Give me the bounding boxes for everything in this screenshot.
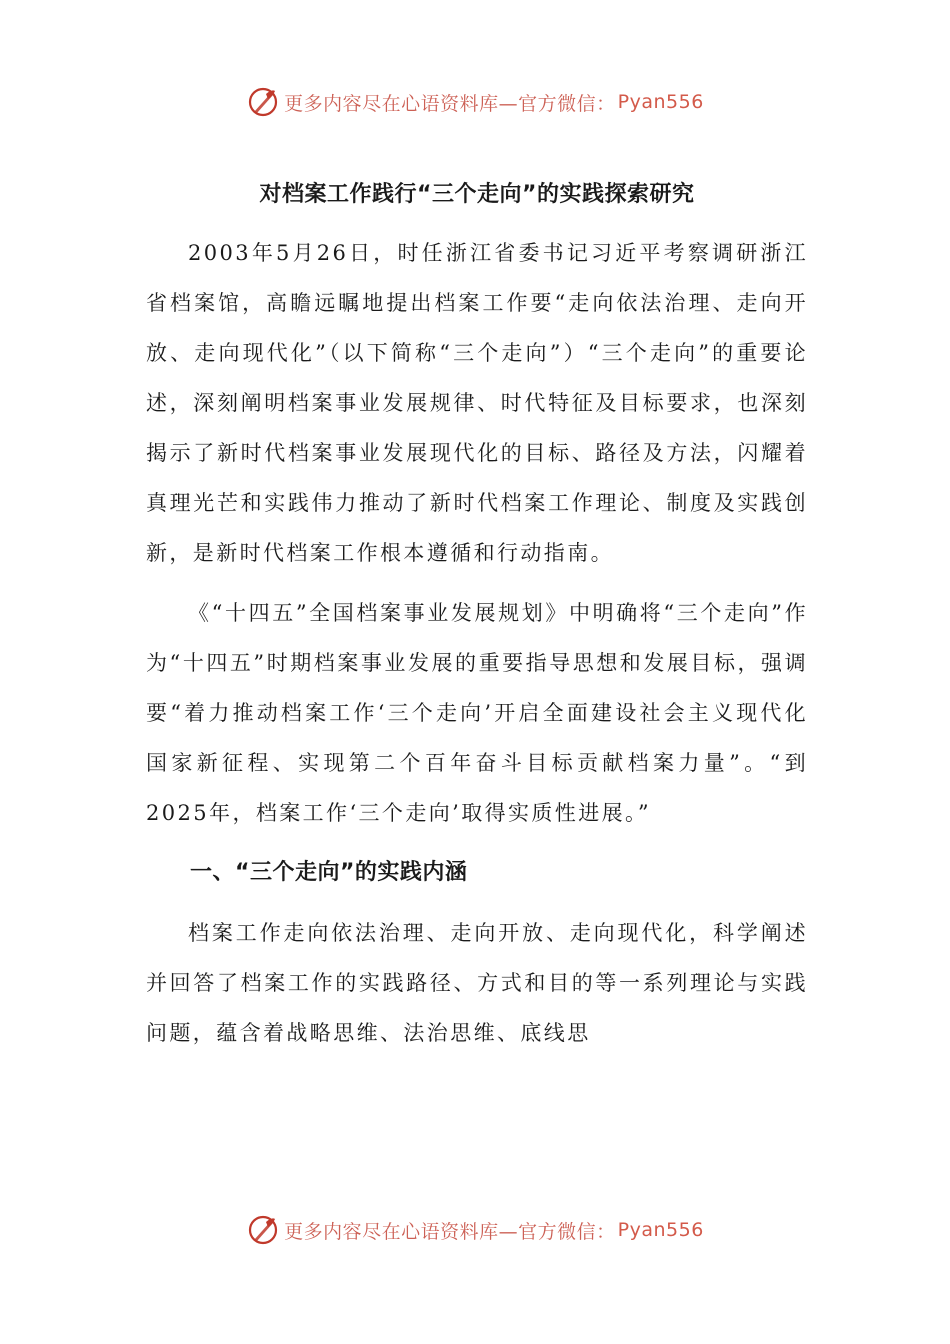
document-body <box>146 170 808 1068</box>
section-heading-1: 一、“三个走向”的实践内涵 <box>190 860 468 885</box>
watermark-footer <box>0 1208 950 1252</box>
quill-logo-icon <box>246 1213 280 1247</box>
paragraph-2: 《“十四五”全国档案事业发展规划》中明确将“三个走向”作为“十四五”时期档案事业发展的重要指导思想和发展目标，强调要“着力推动档案工作‘三个走向’开启全面建设社会主义现代化国家新征程、实现第二个百年奋斗目标贡献档案力量”。“到2025年，档案工作‘三个走向’取得实质性进展。” <box>146 601 808 825</box>
watermark-text: 更多内容尽在心语资料库—官方微信： <box>284 92 616 115</box>
watermark-wechat-id: Pyan556 <box>617 91 704 113</box>
quill-logo-icon <box>246 85 280 119</box>
watermark-wechat-id: Pyan556 <box>617 1219 704 1241</box>
watermark-header <box>0 80 950 124</box>
document-title: 对档案工作践行“三个走向”的实践探索研究 <box>259 182 695 207</box>
paragraph-1: 2003年5月26日，时任浙江省委书记习近平考察调研浙江省档案馆，高瞻远瞩地提出档案工作要“走向依法治理、走向开放、走向现代化”（以下简称“三个走向”）“三个走向”的重要论述，深刻阐明档案事业发展规律、时代特征及目标要求，也深刻揭示了新时代档案事业发展现代化的目标、路径及方法，闪耀着真理光芒和实践伟力推动了新时代档案工作理论、制度及实践创新，是新时代档案工作根本遵循和行动指南。 <box>146 241 808 565</box>
paragraph-3: 档案工作走向依法治理、走向开放、走向现代化，科学阐述并回答了档案工作的实践路径、方式和目的等一系列理论与实践问题，蕴含着战略思维、法治思维、底线思 <box>146 921 808 1045</box>
watermark-text: 更多内容尽在心语资料库—官方微信： <box>284 1220 616 1243</box>
